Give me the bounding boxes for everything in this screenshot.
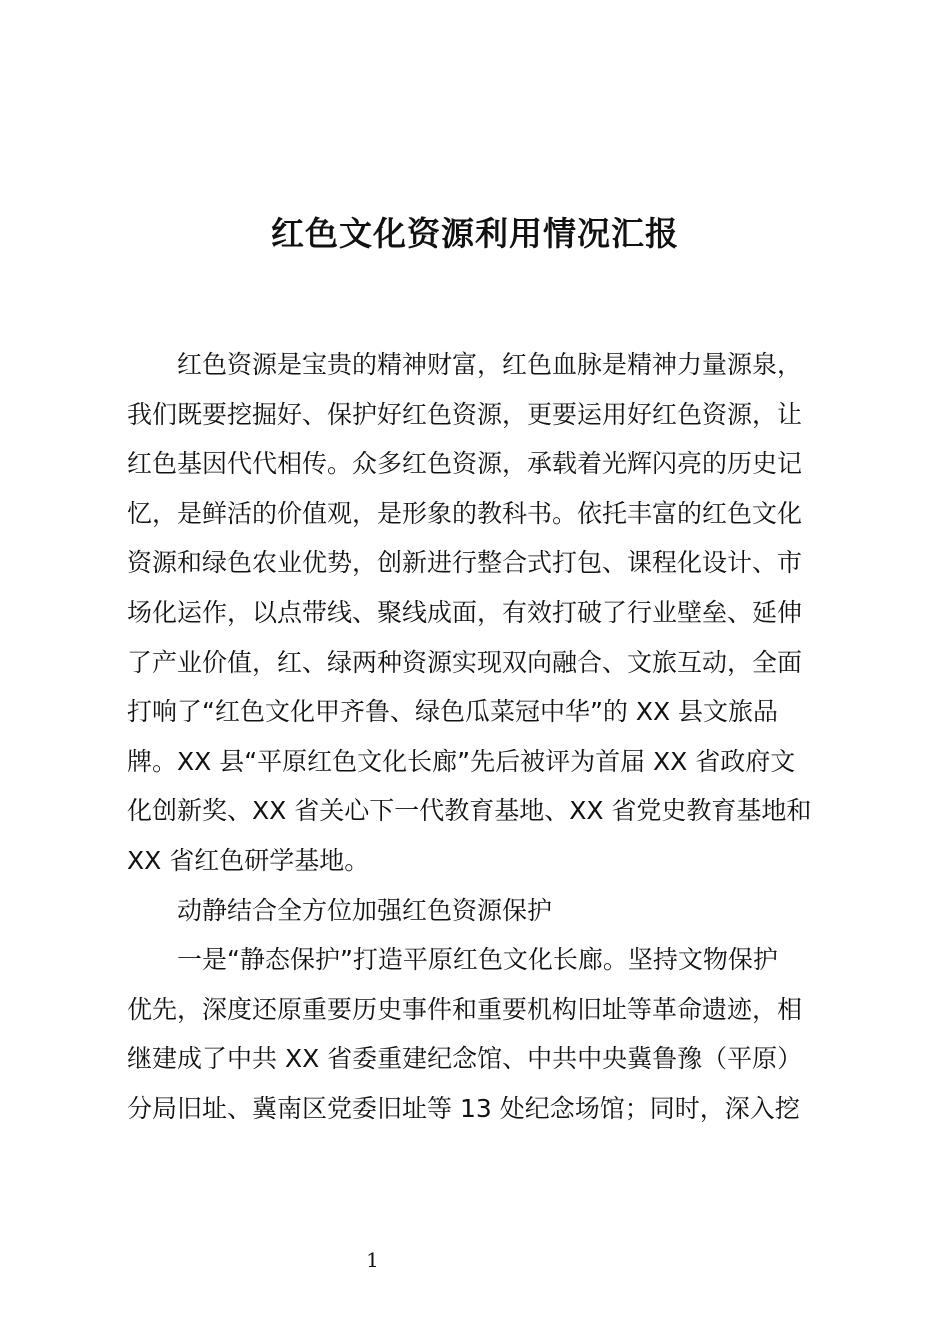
body-line: 化创新奖、XX 省关心下一代教育基地、XX 省党史教育基地和 xyxy=(127,796,812,826)
body-line: 牌。XX 县“平原红色文化长廊”先后被评为首届 XX 省政府文 xyxy=(127,746,796,776)
body-line: 红色基因代代相传。众多红色资源，承载着光辉闪亮的历史记 xyxy=(127,449,803,479)
document-body xyxy=(127,340,832,1134)
body-line: 分局旧址、冀南区党委旧址等 13 处纪念场馆；同时，深入挖 xyxy=(127,1093,800,1123)
body-line: XX 省红色研学基地。 xyxy=(127,845,370,875)
body-line: 打响了“红色文化甲齐鲁、绿色瓜菜冠中华”的 XX 县文旅品 xyxy=(127,697,779,727)
body-line: 我们既要挖掘好、保护好红色资源，更要运用好红色资源，让 xyxy=(127,399,803,429)
section-heading: 动静结合全方位加强红色资源保护 xyxy=(177,895,553,925)
page-number: 1 xyxy=(366,1248,379,1272)
document-title: 红色文化资源利用情况汇报 xyxy=(271,214,679,253)
body-line: 忆，是鲜活的价值观，是形象的教科书。依托丰富的红色文化 xyxy=(127,498,803,528)
body-line: 了产业价值，红、绿两种资源实现双向融合、文旅互动，全面 xyxy=(127,647,803,677)
body-line: 资源和绿色农业优势，创新进行整合式打包、课程化设计、市 xyxy=(127,548,803,578)
body-line: 继建成了中共 XX 省委重建纪念馆、中共中央冀鲁豫（平原） xyxy=(127,1044,803,1074)
body-line: 红色资源是宝贵的精神财富，红色血脉是精神力量源泉， xyxy=(177,350,803,379)
body-line: 优先，深度还原重要历史事件和重要机构旧址等革命遗迹，相 xyxy=(127,994,803,1024)
body-line: 一是“静态保护”打造平原红色文化长廊。坚持文物保护 xyxy=(177,945,778,975)
body-line: 场化运作，以点带线、聚线成面，有效打破了行业壁垒、延伸 xyxy=(127,597,803,627)
